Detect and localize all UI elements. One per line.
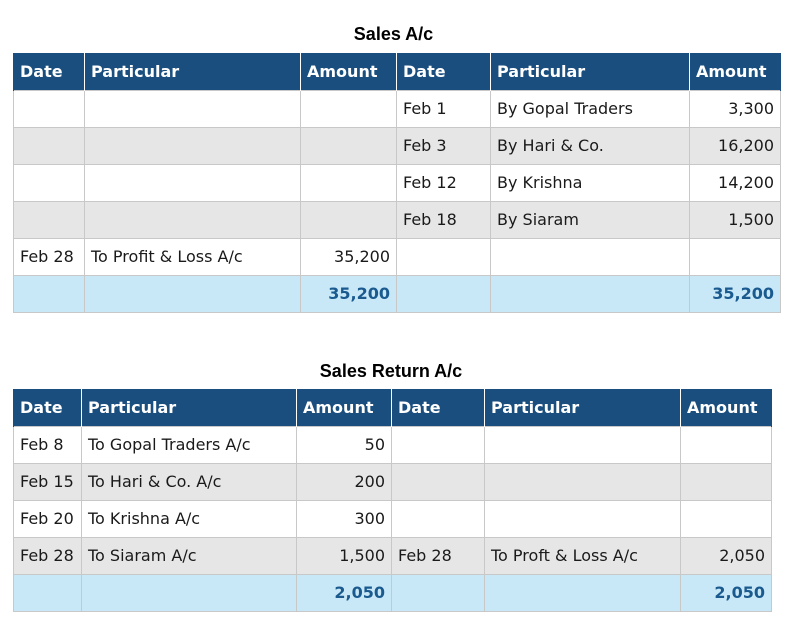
- debit-date-header: Date: [14, 53, 85, 90]
- debit-particular-cell: [85, 201, 301, 238]
- debit-particular-cell: To Hari & Co. A/c: [82, 463, 297, 500]
- table-row: [14, 426, 772, 463]
- debit-date-cell: Feb 20: [14, 500, 82, 537]
- sales-account-table: [13, 53, 781, 313]
- debit-amount-cell: 35,200: [301, 238, 397, 275]
- debit-particular-header: Particular: [82, 389, 297, 426]
- debit-particular-cell: [85, 164, 301, 201]
- total-cell: [82, 574, 297, 611]
- sales-return-account-title: Sales Return A/c: [319, 361, 463, 381]
- table-row: [14, 90, 781, 127]
- credit-particular-cell: To Proft & Loss A/c: [485, 537, 681, 574]
- credit-particular-cell: By Krishna: [491, 164, 690, 201]
- total-row: [14, 574, 772, 611]
- table-row: [14, 238, 781, 275]
- credit-amount-cell: 1,500: [690, 201, 781, 238]
- debit-particular-header: Particular: [85, 53, 301, 90]
- table-row: [14, 500, 772, 537]
- credit-date-cell: Feb 1: [397, 90, 491, 127]
- credit-amount-cell: [681, 463, 772, 500]
- debit-amount-cell: 300: [297, 500, 392, 537]
- credit-amount-header: Amount: [681, 389, 772, 426]
- debit-particular-cell: To Profit & Loss A/c: [85, 238, 301, 275]
- credit-date-cell: Feb 12: [397, 164, 491, 201]
- debit-amount-header: Amount: [297, 389, 392, 426]
- debit-date-cell: Feb 8: [14, 426, 82, 463]
- credit-particular-cell: By Siaram: [491, 201, 690, 238]
- table-row: [14, 164, 781, 201]
- debit-amount-cell: [301, 201, 397, 238]
- credit-particular-cell: [485, 500, 681, 537]
- total-cell: [485, 574, 681, 611]
- table-row: [14, 463, 772, 500]
- credit-date-cell: Feb 18: [397, 201, 491, 238]
- credit-particular-cell: By Gopal Traders: [491, 90, 690, 127]
- credit-date-cell: [392, 500, 485, 537]
- credit-amount-header: Amount: [690, 53, 781, 90]
- debit-date-cell: Feb 28: [14, 238, 85, 275]
- debit-date-header: Date: [14, 389, 82, 426]
- credit-particular-cell: By Hari & Co.: [491, 127, 690, 164]
- debit-particular-cell: To Gopal Traders A/c: [82, 426, 297, 463]
- debit-date-cell: [14, 90, 85, 127]
- debit-date-cell: Feb 28: [14, 537, 82, 574]
- debit-amount-cell: [301, 127, 397, 164]
- sales-account-title: Sales A/c: [353, 24, 434, 44]
- total-cell: [14, 574, 82, 611]
- credit-total-amount: 2,050: [681, 574, 772, 611]
- debit-date-cell: Feb 15: [14, 463, 82, 500]
- credit-amount-cell: 2,050: [681, 537, 772, 574]
- total-cell: [392, 574, 485, 611]
- credit-date-cell: Feb 28: [392, 537, 485, 574]
- debit-particular-cell: [85, 90, 301, 127]
- debit-total-amount: 35,200: [301, 275, 397, 312]
- table-row: [14, 537, 772, 574]
- total-cell: [491, 275, 690, 312]
- debit-amount-cell: 50: [297, 426, 392, 463]
- credit-amount-cell: 14,200: [690, 164, 781, 201]
- total-cell: [85, 275, 301, 312]
- total-cell: [397, 275, 491, 312]
- debit-date-cell: [14, 127, 85, 164]
- header-row: [14, 389, 772, 426]
- total-row: [14, 275, 781, 312]
- credit-date-header: Date: [392, 389, 485, 426]
- debit-date-cell: [14, 164, 85, 201]
- debit-amount-header: Amount: [301, 53, 397, 90]
- credit-amount-cell: 3,300: [690, 90, 781, 127]
- debit-particular-cell: [85, 127, 301, 164]
- debit-particular-cell: To Krishna A/c: [82, 500, 297, 537]
- credit-date-cell: [392, 463, 485, 500]
- credit-amount-cell: [681, 426, 772, 463]
- credit-particular-header: Particular: [491, 53, 690, 90]
- debit-amount-cell: [301, 90, 397, 127]
- credit-particular-cell: [485, 463, 681, 500]
- credit-total-amount: 35,200: [690, 275, 781, 312]
- credit-particular-header: Particular: [485, 389, 681, 426]
- credit-particular-cell: [491, 238, 690, 275]
- debit-particular-cell: To Siaram A/c: [82, 537, 297, 574]
- credit-date-cell: Feb 3: [397, 127, 491, 164]
- debit-amount-cell: [301, 164, 397, 201]
- credit-amount-cell: 16,200: [690, 127, 781, 164]
- debit-date-cell: [14, 201, 85, 238]
- credit-amount-cell: [690, 238, 781, 275]
- credit-date-cell: [392, 426, 485, 463]
- table-row: [14, 127, 781, 164]
- header-row: [14, 53, 781, 90]
- credit-particular-cell: [485, 426, 681, 463]
- sales-return-account-table: [13, 389, 772, 612]
- credit-amount-cell: [681, 500, 772, 537]
- credit-date-cell: [397, 238, 491, 275]
- total-cell: [14, 275, 85, 312]
- table-row: [14, 201, 781, 238]
- debit-amount-cell: 1,500: [297, 537, 392, 574]
- debit-amount-cell: 200: [297, 463, 392, 500]
- credit-date-header: Date: [397, 53, 491, 90]
- debit-total-amount: 2,050: [297, 574, 392, 611]
